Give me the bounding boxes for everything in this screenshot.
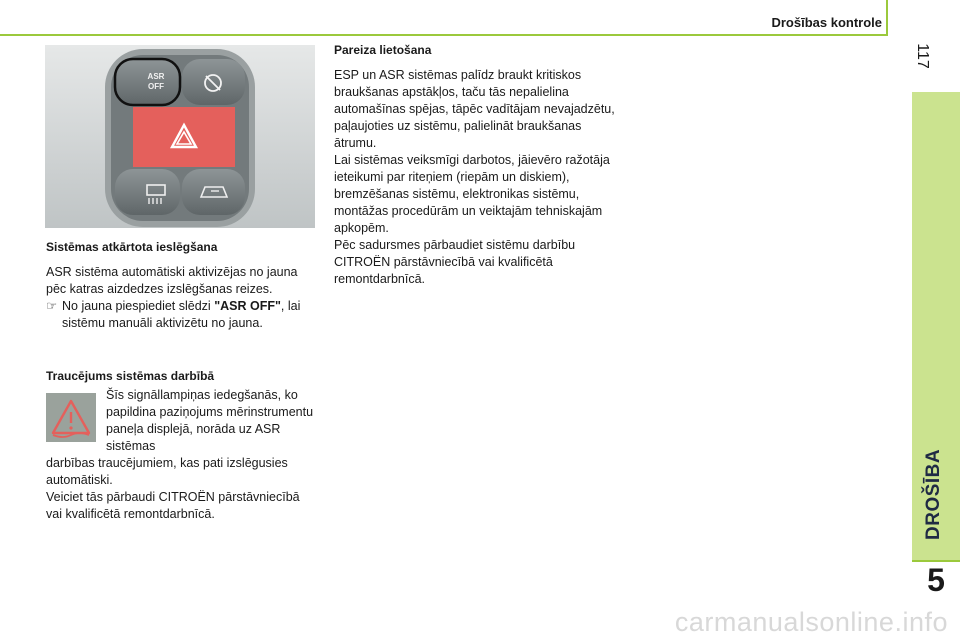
asr-warning-lamp-icon [46,393,96,442]
correct-use-heading: Pareiza lietošana [334,43,432,57]
svg-text:ASR: ASR [147,72,165,81]
chapter-number: 5 [927,562,945,598]
restart-section [46,239,312,332]
fault-body-indented: Šīs signāllampiņas iedegšanās, ko papildina paziņojums mērinstrumentu paneļa displejā, norāda uz ASR sistēmas [106,388,314,453]
restart-instruction-suffix: , lai sistēmu manuāli aktivizētu no jauna. [62,299,301,330]
restart-heading: Sistēmas atkārtota ieslēgšana [46,240,218,254]
asr-off-switch-name: "ASR OFF" [214,299,281,313]
header-rule [0,34,888,36]
fault-body-line-1: darbības traucējumiem, kas pati izslēgusies automātiski. [46,456,288,487]
restart-instruction [46,298,312,332]
correct-use-section [334,42,616,288]
correct-use-p1: ESP un ASR sistēmas palīdz braukt kritiskos braukšanas apstākļos, taču tās nepalielina automašīnas spējas, tāpēc vadītājam nevajadzētu, paļaujoties uz sistēmu, palielināt braukšanas ātrumu. [334,68,615,150]
restart-body: ASR sistēma automātiski aktivizējas no jauna pēc katras aizdedzes izslēgšanas reizes. [46,265,298,296]
chapter-name: DROŠĪBA [923,448,944,540]
watermark: carmanualsonline.info [674,607,948,637]
restart-instruction-prefix: No jauna piespiediet slēdzi [62,299,215,313]
correct-use-p3: Pēc sadursmes pārbaudiet sistēmu darbību CITROËN pārstāvniecībā vai kvalificētā remontdarbnīcā. [334,238,576,286]
switch-panel-illustration [45,45,315,228]
header-accent-tick [886,0,888,34]
switch-panel-photo [45,45,315,228]
fault-heading: Traucējums sistēmas darbībā [46,369,215,383]
fault-body-rest [46,455,316,523]
pointer-icon: ☞ [46,299,58,313]
section-title: Drošības kontrole [771,15,882,30]
fault-body-line-2: Veiciet tās pārbaudi CITROËN pārstāvniecībā vai kvalificētā remontdarbnīcā. [46,490,300,521]
svg-text:OFF: OFF [148,82,164,91]
page-number: 117 [914,43,931,69]
correct-use-p2: Lai sistēmas veiksmīgi darbotos, jāievēro ražotāja ieteikumi par riteņiem (riepām un diskiem), bremzēšanas sistēmu, elektronikas sistēmu, montāžas procedūrām un veiktajām tehniskajām apkopēm. [334,153,610,235]
